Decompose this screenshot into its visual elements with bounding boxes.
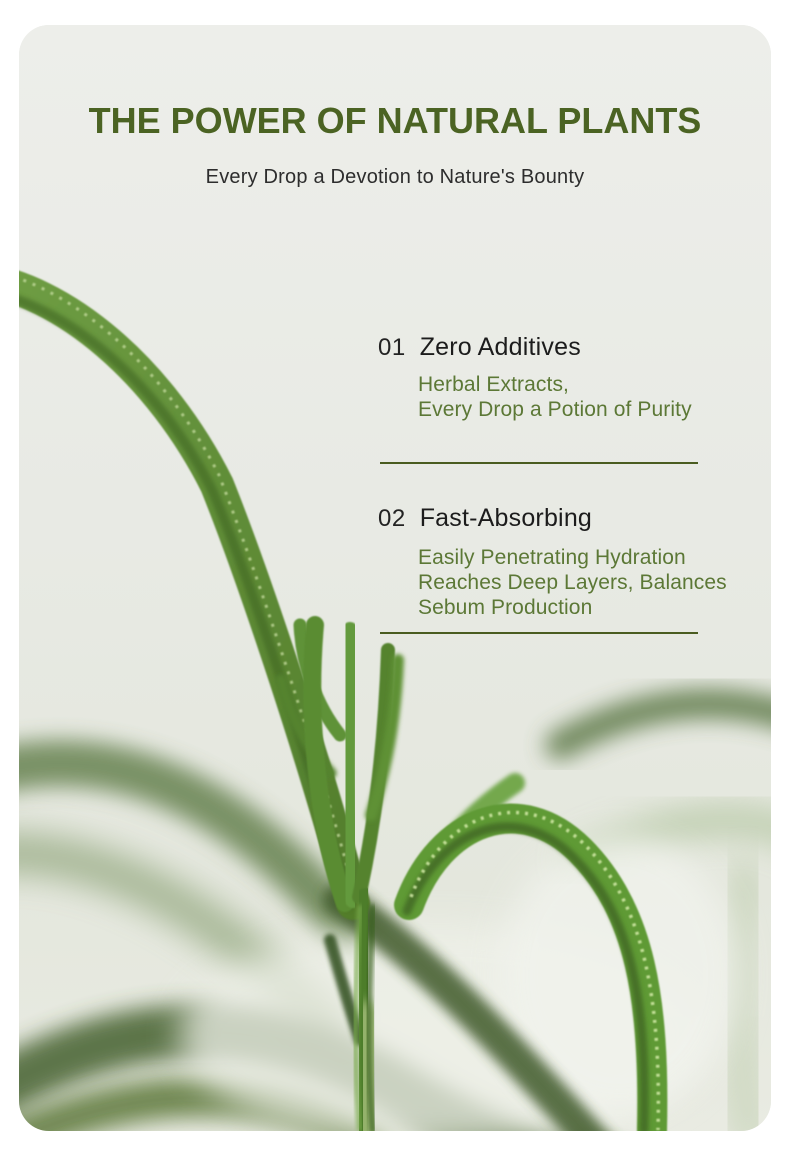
feature-description-line: Reaches Deep Layers, Balances [418,571,727,594]
page-subtitle: Every Drop a Devotion to Nature's Bounty [205,166,585,188]
feature-description [418,372,692,422]
feature-number: 01 [378,334,406,361]
feature-description-line: Easily Penetrating Hydration [418,546,686,569]
page-title: THE POWER OF NATURAL PLANTS [88,100,702,141]
feature-description-line: Every Drop a Potion of Purity [418,398,692,421]
feature-number: 02 [378,505,406,532]
feature-heading: Zero Additives [419,333,581,361]
section-divider [380,632,698,634]
section-divider [380,462,698,464]
product-feature-card [19,25,771,1131]
feature-description-line: Sebum Production [418,596,593,619]
feature-item-2 [378,504,592,533]
feature-description [418,545,727,620]
feature-description-line: Herbal Extracts, [418,373,569,396]
feature-heading: Fast-Absorbing [419,504,593,532]
feature-item-1 [378,333,581,362]
